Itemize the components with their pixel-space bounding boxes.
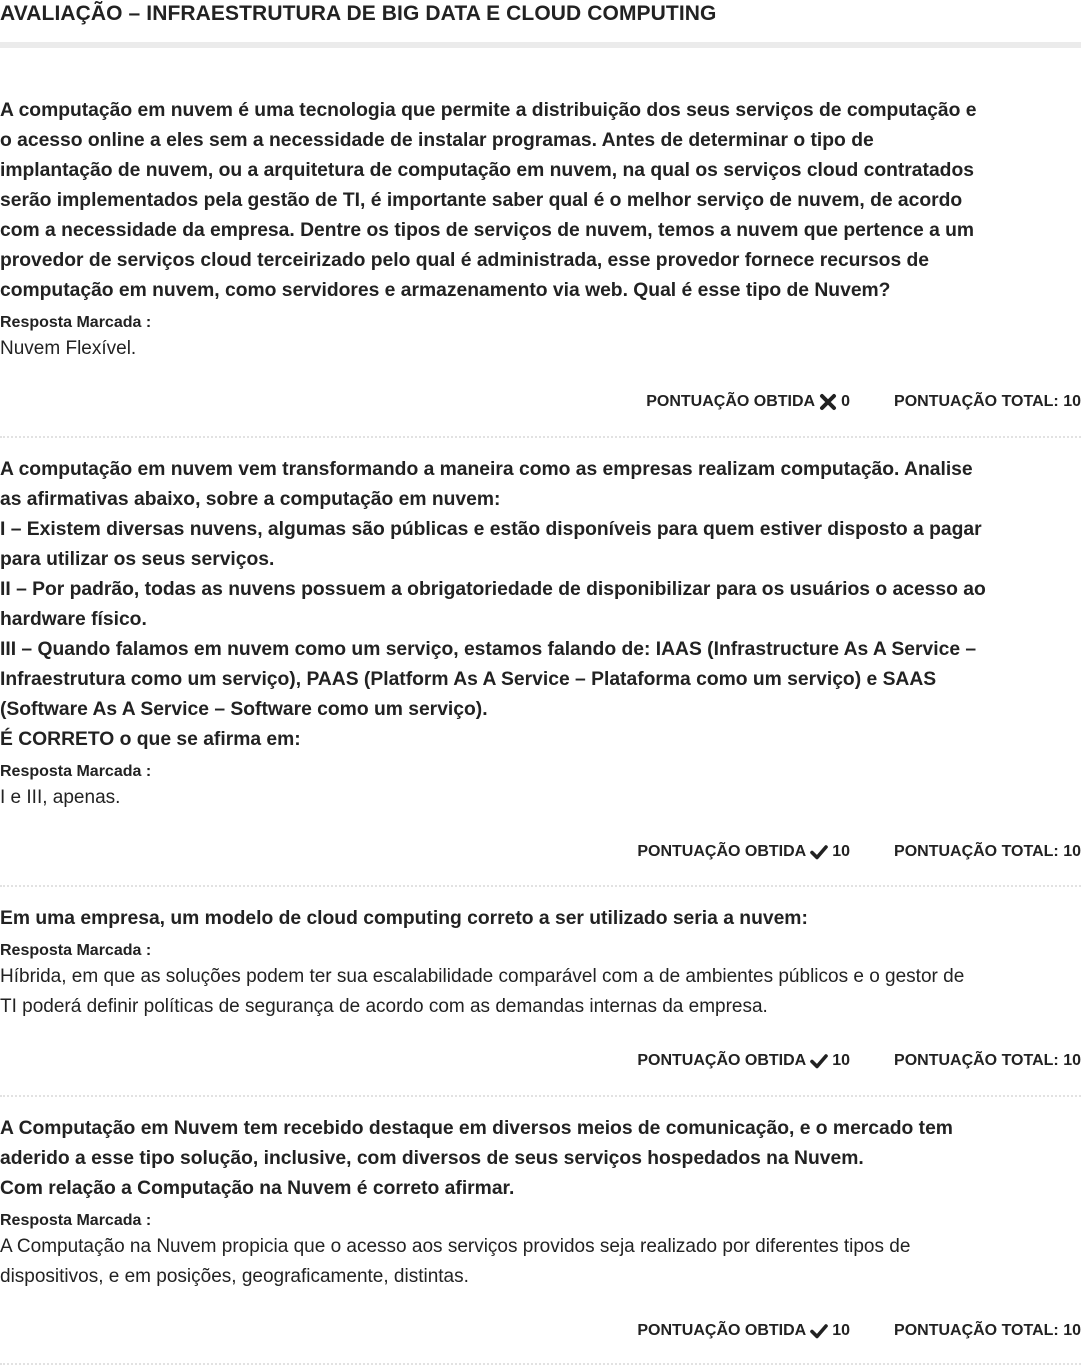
score-total-label: PONTUAÇÃO TOTAL: bbox=[894, 393, 1059, 410]
page-title: AVALIAÇÃO – INFRAESTRUTURA DE BIG DATA E CLOUD COMPUTING bbox=[0, 2, 717, 25]
answer-line: A Computação na Nuvem propicia que o acesso aos serviços providos seja realizado por diferentes tipos de bbox=[0, 1236, 911, 1257]
question-1-text bbox=[0, 96, 1081, 306]
question-line: com a necessidade da empresa. Dentre os tipos de serviços de nuvem, temos a nuvem que pertence a um bbox=[0, 220, 975, 241]
question-line: Em uma empresa, um modelo de cloud computing correto a ser utilizado seria a nuvem: bbox=[0, 908, 808, 929]
answer-label: Resposta Marcada : bbox=[0, 1212, 152, 1229]
answer-label: Resposta Marcada : bbox=[0, 763, 152, 780]
question-line: o acesso online a eles sem a necessidade de instalar programas. Antes de determinar o tipo de bbox=[0, 130, 874, 151]
question-line: É CORRETO o que se afirma em: bbox=[0, 729, 301, 750]
question-line: implantação de nuvem, ou a arquitetura de computação em nuvem, na qual os serviços cloud contratados bbox=[0, 160, 974, 181]
question-line: II – Por padrão, todas as nuvens possuem a obrigatoriedade de disponibilizar para os usuários o acesso ao bbox=[0, 579, 986, 600]
question-4-text bbox=[0, 1114, 1081, 1204]
answer-label: Resposta Marcada : bbox=[0, 314, 152, 331]
question-line: A Computação em Nuvem tem recebido destaque em diversos meios de comunicação, e o mercado tem bbox=[0, 1118, 953, 1139]
score-row-2 bbox=[637, 843, 1081, 861]
score-total-label: PONTUAÇÃO TOTAL: bbox=[894, 1322, 1059, 1339]
answer-line: Híbrida, em que as soluções podem ter sua escalabilidade comparável com a de ambientes públicos e o gestor de bbox=[0, 966, 965, 987]
marked-answer bbox=[0, 962, 1081, 1022]
question-3-text bbox=[0, 904, 1081, 934]
question-line: I – Existem diversas nuvens, algumas são públicas e estão disponíveis para quem estiver disposto a pagar bbox=[0, 519, 982, 540]
score-obtained-value: 10 bbox=[832, 843, 851, 860]
question-line: A computação em nuvem é uma tecnologia que permite a distribuição dos seus serviços de computação e bbox=[0, 100, 977, 121]
title-divider bbox=[0, 42, 1081, 48]
answer-line: dispositivos, e em posições, geograficamente, distintas. bbox=[0, 1266, 469, 1287]
marked-answer bbox=[0, 783, 1081, 813]
score-obtained-label: PONTUAÇÃO OBTIDA bbox=[637, 843, 807, 860]
score-total-value: 10 bbox=[1063, 1322, 1081, 1339]
question-line: computação em nuvem, como servidores e armazenamento via web. Qual é esse tipo de Nuvem? bbox=[0, 280, 891, 301]
score-obtained-value: 10 bbox=[832, 1052, 851, 1069]
score-obtained-value: 10 bbox=[832, 1322, 851, 1339]
score-obtained-label: PONTUAÇÃO OBTIDA bbox=[646, 393, 816, 410]
question-1 bbox=[0, 96, 1081, 364]
marked-answer bbox=[0, 334, 1081, 364]
question-line: as afirmativas abaixo, sobre a computação em nuvem: bbox=[0, 489, 501, 510]
check-icon bbox=[810, 843, 828, 861]
question-divider bbox=[0, 885, 1081, 887]
question-3 bbox=[0, 904, 1081, 1022]
answer-line: I e III, apenas. bbox=[0, 787, 121, 808]
question-line: (Software As A Service – Software como um serviço). bbox=[0, 699, 488, 720]
answer-label: Resposta Marcada : bbox=[0, 942, 152, 959]
score-row-3 bbox=[637, 1052, 1081, 1070]
score-total-value: 10 bbox=[1063, 393, 1081, 410]
question-2 bbox=[0, 455, 1081, 813]
score-obtained-label: PONTUAÇÃO OBTIDA bbox=[637, 1322, 807, 1339]
score-obtained-value: 0 bbox=[841, 393, 851, 410]
question-divider bbox=[0, 436, 1081, 438]
score-row-4 bbox=[637, 1322, 1081, 1340]
question-divider bbox=[0, 1095, 1081, 1097]
question-line: aderido a esse tipo solução, inclusive, com diversos de seus serviços hospedados na Nuvem. bbox=[0, 1148, 864, 1169]
wrong-x-icon bbox=[819, 393, 837, 411]
question-line: hardware físico. bbox=[0, 609, 147, 630]
answer-line: Nuvem Flexível. bbox=[0, 338, 137, 359]
question-line: para utilizar os seus serviços. bbox=[0, 549, 275, 570]
question-line: provedor de serviços cloud terceirizado pelo qual é administrada, esse provedor fornece recursos de bbox=[0, 250, 930, 271]
marked-answer bbox=[0, 1232, 1081, 1292]
score-total-value: 10 bbox=[1063, 1052, 1081, 1069]
question-line: serão implementados pela gestão de TI, é importante saber qual é o melhor serviço de nuvem, de acordo bbox=[0, 190, 963, 211]
question-line: Com relação a Computação na Nuvem é correto afirmar. bbox=[0, 1178, 515, 1199]
score-total-value: 10 bbox=[1063, 843, 1081, 860]
question-line: Infraestrutura como um serviço), PAAS (Platform As A Service – Plataforma como um serviço) e SAAS bbox=[0, 669, 937, 690]
question-4 bbox=[0, 1114, 1081, 1292]
score-total-label: PONTUAÇÃO TOTAL: bbox=[894, 1052, 1059, 1069]
check-icon bbox=[810, 1052, 828, 1070]
check-icon bbox=[810, 1322, 828, 1340]
score-row-1 bbox=[646, 393, 1081, 411]
question-divider bbox=[0, 1363, 1081, 1365]
question-line: A computação em nuvem vem transformando a maneira como as empresas realizam computação. Analise bbox=[0, 459, 973, 480]
question-line: III – Quando falamos em nuvem como um serviço, estamos falando de: IAAS (Infrastructure As A Service – bbox=[0, 639, 977, 660]
score-total-label: PONTUAÇÃO TOTAL: bbox=[894, 843, 1059, 860]
score-obtained-label: PONTUAÇÃO OBTIDA bbox=[637, 1052, 807, 1069]
question-2-text bbox=[0, 455, 1081, 755]
answer-line: TI poderá definir políticas de segurança de acordo com as demandas internas da empresa. bbox=[0, 996, 768, 1017]
